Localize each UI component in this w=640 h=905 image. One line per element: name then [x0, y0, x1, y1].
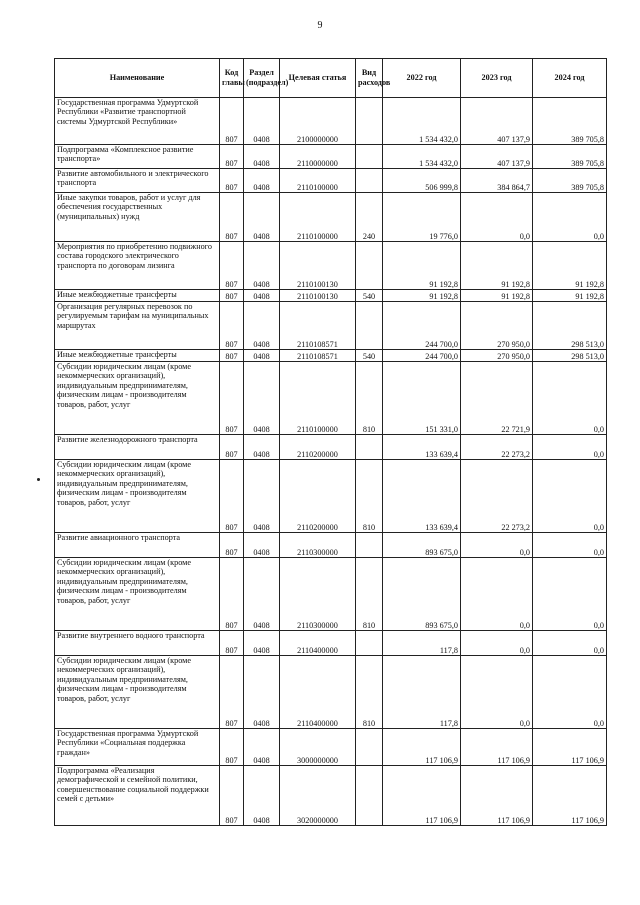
row-2023: 91 192,8	[461, 242, 533, 290]
row-code: 807	[220, 145, 244, 169]
row-code: 807	[220, 302, 244, 350]
row-2022: 133 639,4	[383, 460, 461, 533]
row-kind	[356, 98, 383, 145]
row-section: 0408	[244, 362, 280, 435]
row-code: 807	[220, 766, 244, 826]
row-2023: 22 721,9	[461, 362, 533, 435]
row-code: 807	[220, 362, 244, 435]
row-section: 0408	[244, 729, 280, 766]
header-name: Наименование	[55, 59, 220, 98]
row-kind: 810	[356, 362, 383, 435]
row-target: 2110100130	[280, 242, 356, 290]
row-kind	[356, 145, 383, 169]
row-name: Субсидии юридическим лицам (кроме некоммерческих организаций), индивидуальным предпринимателям, физическим лицам - производителям товаров, работ, услуг	[55, 558, 220, 631]
row-target: 2110100130	[280, 290, 356, 302]
row-2024: 389 705,8	[533, 169, 607, 193]
row-target: 2100000000	[280, 98, 356, 145]
row-name: Развитие железнодорожного транспорта	[55, 435, 220, 460]
table-row	[55, 656, 607, 729]
row-kind: 540	[356, 290, 383, 302]
table-row	[55, 302, 607, 350]
row-section: 0408	[244, 435, 280, 460]
row-name: Государственная программа Удмуртской Республики «Социальная поддержка граждан»	[55, 729, 220, 766]
row-2024: 0,0	[533, 460, 607, 533]
row-code: 807	[220, 631, 244, 656]
row-kind	[356, 302, 383, 350]
row-kind	[356, 533, 383, 558]
row-2022: 91 192,8	[383, 290, 461, 302]
table-row	[55, 145, 607, 169]
row-2023: 0,0	[461, 533, 533, 558]
row-target: 2110400000	[280, 631, 356, 656]
row-kind: 810	[356, 558, 383, 631]
row-2024: 0,0	[533, 362, 607, 435]
row-code: 807	[220, 656, 244, 729]
row-code: 807	[220, 193, 244, 242]
row-2023: 0,0	[461, 631, 533, 656]
row-2024: 0,0	[533, 533, 607, 558]
table-row	[55, 533, 607, 558]
table-row	[55, 362, 607, 435]
header-target: Целевая статья	[280, 59, 356, 98]
row-name: Организация регулярных перевозок по регулируемым тарифам на муниципальных маршрутах	[55, 302, 220, 350]
row-2024: 117 106,9	[533, 766, 607, 826]
row-name: Иные закупки товаров, работ и услуг для обеспечения государственных (муниципальных) нужд	[55, 193, 220, 242]
row-2022: 1 534 432,0	[383, 98, 461, 145]
row-name: Подпрограмма «Комплексное развитие транспорта»	[55, 145, 220, 169]
header-2023: 2023 год	[461, 59, 533, 98]
row-kind	[356, 242, 383, 290]
row-2022: 893 675,0	[383, 558, 461, 631]
table-row	[55, 631, 607, 656]
row-target: 3020000000	[280, 766, 356, 826]
table-row	[55, 169, 607, 193]
row-2024: 0,0	[533, 656, 607, 729]
row-name: Подпрограмма «Реализация демографической и семейной политики, совершенствование социальной поддержки семей с детьми»	[55, 766, 220, 826]
row-2024: 298 513,0	[533, 302, 607, 350]
table-row	[55, 460, 607, 533]
row-code: 807	[220, 558, 244, 631]
row-target: 2110100000	[280, 362, 356, 435]
row-target: 2110300000	[280, 533, 356, 558]
row-name: Иные межбюджетные трансферты	[55, 290, 220, 302]
row-2022: 506 999,8	[383, 169, 461, 193]
row-code: 807	[220, 98, 244, 145]
row-section: 0408	[244, 460, 280, 533]
row-target: 2110300000	[280, 558, 356, 631]
row-2022: 244 700,0	[383, 302, 461, 350]
row-2024: 91 192,8	[533, 290, 607, 302]
row-name: Субсидии юридическим лицам (кроме некоммерческих организаций), индивидуальным предпринимателям, физическим лицам - производителям товаров, работ, услуг	[55, 656, 220, 729]
table-row	[55, 193, 607, 242]
row-2024: 117 106,9	[533, 729, 607, 766]
row-2022: 117,8	[383, 631, 461, 656]
row-2024: 298 513,0	[533, 350, 607, 362]
row-2022: 91 192,8	[383, 242, 461, 290]
row-2024: 0,0	[533, 435, 607, 460]
row-target: 2110400000	[280, 656, 356, 729]
row-section: 0408	[244, 558, 280, 631]
row-2023: 407 137,9	[461, 98, 533, 145]
row-2022: 133 639,4	[383, 435, 461, 460]
row-kind	[356, 631, 383, 656]
row-2022: 117,8	[383, 656, 461, 729]
row-name: Развитие автомобильного и электрического транспорта	[55, 169, 220, 193]
row-2024: 389 705,8	[533, 145, 607, 169]
row-code: 807	[220, 435, 244, 460]
row-2022: 893 675,0	[383, 533, 461, 558]
row-2022: 1 534 432,0	[383, 145, 461, 169]
row-2023: 117 106,9	[461, 729, 533, 766]
row-name: Мероприятия по приобретению подвижного состава городского электрического транспорта по договорам лизинга	[55, 242, 220, 290]
row-2023: 384 864,7	[461, 169, 533, 193]
row-2023: 22 273,2	[461, 435, 533, 460]
row-section: 0408	[244, 350, 280, 362]
row-section: 0408	[244, 169, 280, 193]
row-kind	[356, 729, 383, 766]
table-row	[55, 242, 607, 290]
row-section: 0408	[244, 193, 280, 242]
row-kind	[356, 435, 383, 460]
row-section: 0408	[244, 533, 280, 558]
row-target: 2110200000	[280, 435, 356, 460]
row-kind: 810	[356, 460, 383, 533]
row-2024: 91 192,8	[533, 242, 607, 290]
row-code: 807	[220, 460, 244, 533]
row-2023: 270 950,0	[461, 350, 533, 362]
row-2023: 22 273,2	[461, 460, 533, 533]
row-2022: 244 700,0	[383, 350, 461, 362]
row-code: 807	[220, 169, 244, 193]
header-section: Раздел (подраздел)	[244, 59, 280, 98]
row-kind: 540	[356, 350, 383, 362]
budget-table	[54, 58, 607, 826]
header-code: Код главы	[220, 59, 244, 98]
page-number: 9	[317, 20, 323, 31]
row-kind: 810	[356, 656, 383, 729]
row-2023: 0,0	[461, 558, 533, 631]
row-2024: 0,0	[533, 631, 607, 656]
row-code: 807	[220, 350, 244, 362]
row-target: 3000000000	[280, 729, 356, 766]
row-kind: 240	[356, 193, 383, 242]
row-name: Развитие авиационного транспорта	[55, 533, 220, 558]
row-target: 2110100000	[280, 169, 356, 193]
row-target: 2110100000	[280, 193, 356, 242]
row-section: 0408	[244, 302, 280, 350]
row-2023: 270 950,0	[461, 302, 533, 350]
row-name: Субсидии юридическим лицам (кроме некоммерческих организаций), индивидуальным предпринимателям, физическим лицам - производителям товаров, работ, услуг	[55, 460, 220, 533]
row-2022: 151 331,0	[383, 362, 461, 435]
row-2023: 91 192,8	[461, 290, 533, 302]
row-target: 2110000000	[280, 145, 356, 169]
row-name: Развитие внутреннего водного транспорта	[55, 631, 220, 656]
table-row	[55, 766, 607, 826]
row-section: 0408	[244, 242, 280, 290]
row-name: Государственная программа Удмуртской Республики «Развитие транспортной системы Удмуртской Республики»	[55, 98, 220, 145]
row-target: 2110200000	[280, 460, 356, 533]
row-2022: 19 776,0	[383, 193, 461, 242]
row-target: 2110108571	[280, 302, 356, 350]
header-2022: 2022 год	[383, 59, 461, 98]
table-row	[55, 558, 607, 631]
row-2022: 117 106,9	[383, 766, 461, 826]
row-section: 0408	[244, 290, 280, 302]
row-2024: 0,0	[533, 558, 607, 631]
header-row	[55, 59, 607, 98]
table-row	[55, 98, 607, 145]
row-2023: 0,0	[461, 193, 533, 242]
row-2022: 117 106,9	[383, 729, 461, 766]
header-kind: Вид расходов	[356, 59, 383, 98]
table-row	[55, 350, 607, 362]
table-row	[55, 435, 607, 460]
row-code: 807	[220, 242, 244, 290]
header-2024: 2024 год	[533, 59, 607, 98]
row-code: 807	[220, 533, 244, 558]
row-section: 0408	[244, 631, 280, 656]
table-row	[55, 729, 607, 766]
row-kind	[356, 766, 383, 826]
row-name: Субсидии юридическим лицам (кроме некоммерческих организаций), индивидуальным предпринимателям, физическим лицам - производителям товаров, работ, услуг	[55, 362, 220, 435]
row-2023: 117 106,9	[461, 766, 533, 826]
row-section: 0408	[244, 656, 280, 729]
row-code: 807	[220, 290, 244, 302]
row-section: 0408	[244, 145, 280, 169]
row-2024: 0,0	[533, 193, 607, 242]
margin-dot	[37, 478, 40, 481]
row-section: 0408	[244, 98, 280, 145]
row-2023: 0,0	[461, 656, 533, 729]
row-2023: 407 137,9	[461, 145, 533, 169]
row-name: Иные межбюджетные трансферты	[55, 350, 220, 362]
row-2024: 389 705,8	[533, 98, 607, 145]
row-target: 2110108571	[280, 350, 356, 362]
row-kind	[356, 169, 383, 193]
row-code: 807	[220, 729, 244, 766]
row-section: 0408	[244, 766, 280, 826]
table-row	[55, 290, 607, 302]
